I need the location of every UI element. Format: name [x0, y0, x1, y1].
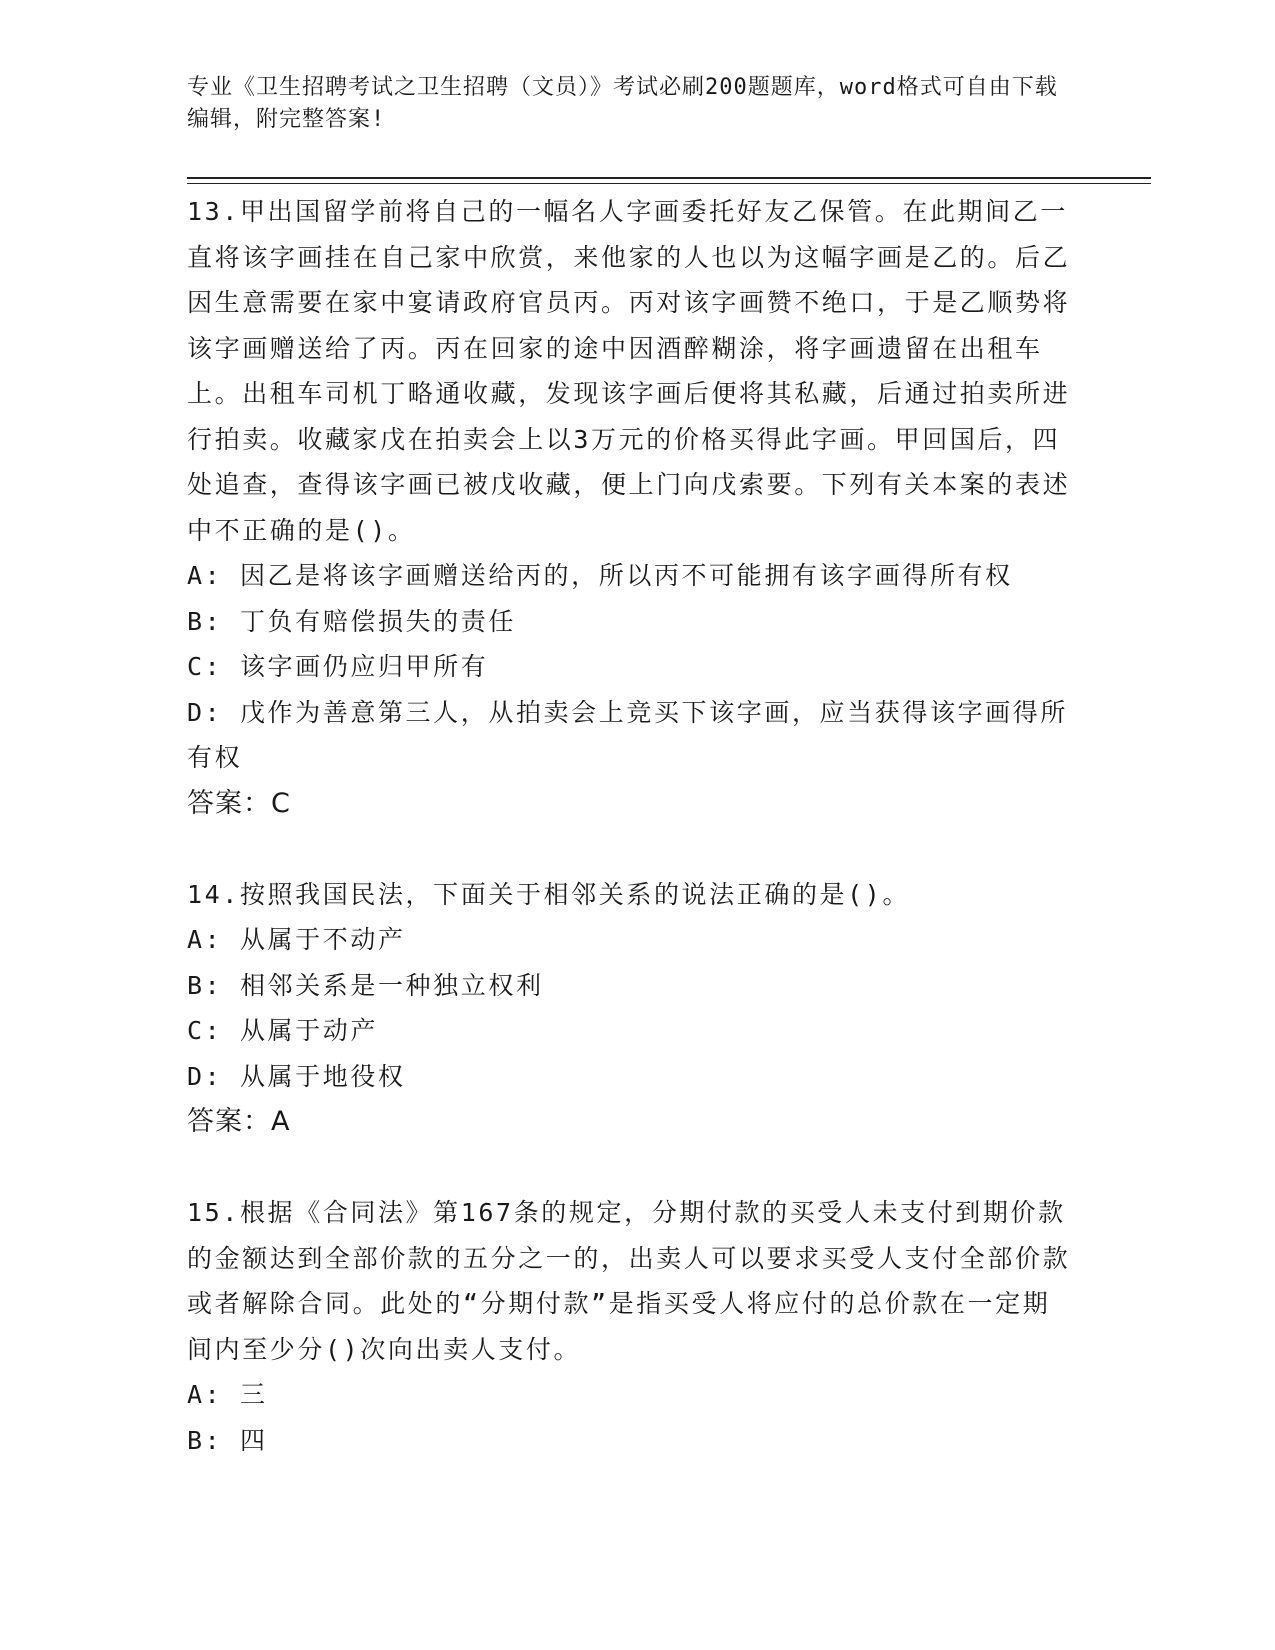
- option-c: C: 该字画仍应归甲所有: [187, 652, 489, 681]
- header-divider-thin: [187, 183, 1151, 184]
- header-divider-thick: [187, 177, 1151, 179]
- option-c: C: 从属于动产: [187, 1016, 378, 1045]
- option-b: B: 四: [187, 1425, 268, 1455]
- option-d: D: 从属于地役权: [187, 1061, 406, 1091]
- question-14: [187, 872, 1077, 1145]
- option-b: B: 相邻关系是一种独立权利: [187, 970, 544, 1000]
- document-header-title: 专业《卫生招聘考试之卫生招聘（文员）》考试必刷200题题库，word格式可自由下载编辑，附完整答案!: [187, 75, 1058, 132]
- question-list: [187, 189, 1077, 1509]
- answer-line: 答案：A: [187, 1106, 291, 1137]
- answer-line: 答案：C: [187, 787, 291, 819]
- option-a: A: 三: [187, 1380, 268, 1409]
- option-d: D: 戊作为善意第三人，从拍卖会上竞买下该字画，应当获得该字画得所有权: [187, 697, 1068, 772]
- question-stem: 15.根据《合同法》第167条的规定，分期付款的买受人未支付到期价款的金额达到全部价款的五分之一的，出卖人可以要求买受人支付全部价款或者解除合同。此处的“分期付款”是指买受人将应付的总价款在一定期间内至少分()次向出卖人支付。: [187, 1198, 1071, 1364]
- question-stem: 13.甲出国留学前将自己的一幅名人字画委托好友乙保管。在此期间乙一直将该字画挂在自己家中欣赏，来他家的人也以为这幅字画是乙的。后乙因生意需要在家中宴请政府官员丙。丙对该字画赞不绝口，于是乙顺势将该字画赠送给了丙。丙在回家的途中因酒醉糊涂，将字画遗留在出租车上。出租车司机丁略通收藏，发现该字画后便将其私藏，后通过拍卖所进行拍卖。收藏家戊在拍卖会上以3万元的价格买得此字画。甲回国后，四处追查，查得该字画已被戊收藏，便上门向戊索要。下列有关本案的表述中不正确的是()。: [187, 197, 1071, 545]
- option-b: B: 丁负有赔偿损失的责任: [187, 606, 516, 636]
- question-15: [187, 1190, 1077, 1463]
- question-stem: 14.按照我国民法，下面关于相邻关系的说法正确的是()。: [187, 879, 911, 909]
- question-13: [187, 189, 1077, 826]
- option-a: A: 因乙是将该字画赠送给丙的，所以丙不可能拥有该字画得所有权: [187, 561, 1013, 590]
- option-a: A: 从属于不动产: [187, 925, 406, 954]
